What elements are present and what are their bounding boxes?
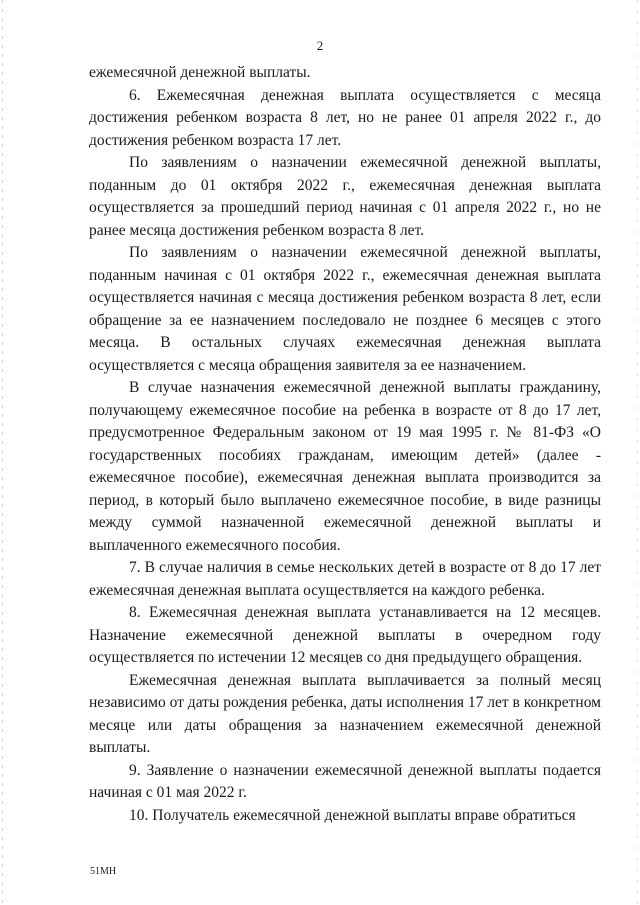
paragraph-before-october: По заявлениям о назначении ежемесячной денежной выплаты, поданным до 01 октября 2022 г., ежемесячная денежная выплата осуществляется за прошедший период начиная с 01 апреля 2022 г., но не ранее месяца достижения ребенком возраста 8 лет. — [89, 154, 601, 239]
paragraph-clause-6: 6. Ежемесячная денежная выплата осуществляется с месяца достижения ребенком возраста 8 лет, но не ранее 01 апреля 2022 г., до достижения ребенком возраста 17 лет. — [89, 86, 601, 149]
paragraph-clause-7: 7. В случае наличия в семье нескольких детей в возрасте от 8 до 17 лет ежемесячная денежная выплата осуществляется на каждого ребенка. — [89, 559, 601, 599]
paragraph-full-month: Ежемесячная денежная выплата выплачивается за полный месяц независимо от даты рождения ребенка, даты исполнения 17 лет в конкретном месяце или даты обращения за назначением ежемесячной денежной выплаты. — [89, 671, 601, 756]
paragraph-allowance-difference: В случае назначения ежемесячной денежной выплаты гражданину, получающему ежемесячное пособие на ребенка в возрасте от 8 до 17 лет, предусмотренное Федеральным законом от 19 мая 1995 г. № 81-ФЗ «О государственных пособиях гражданам, имеющим детей» (далее - ежемесячное пособие), ежемесячная денежная выплата производится за период, в который было выплачено ежемесячное пособие, в виде разницы между суммой назначенной ежемесячной денежной выплаты и выплаченного ежемесячного пособия. — [89, 379, 601, 554]
scan-edge-left — [2, 0, 3, 905]
paragraph-clause-9: 9. Заявление о назначении ежемесячной денежной выплаты подается начиная с 01 мая 2022 г. — [89, 761, 601, 801]
document-body — [89, 62, 601, 827]
paragraph-clause-10: 10. Получатель ежемесячной денежной выплаты вправе обратиться — [129, 806, 576, 824]
paragraph-continuation: ежемесячной денежной выплаты. — [89, 64, 311, 81]
paragraph-clause-8: 8. Ежемесячная денежная выплата устанавливается на 12 месяцев. Назначение ежемесячной денежной выплаты в очередном году осуществляется по истечении 12 месяцев со дня предыдущего обращения. — [89, 604, 601, 666]
paragraph-after-october: По заявлениям о назначении ежемесячной денежной выплаты, поданным начиная с 01 октября 2022 г., ежемесячная денежная выплата осуществляется начиная с месяца достижения ребенком возраста 8 лет, если обращение за ее назначением последовало не позднее 6 месяцев с этого месяца. В остальных случаях ежемесячная денежная выплата осуществляется с месяца обращения заявителя за ее назначением. — [89, 244, 601, 374]
page-number: 2 — [316, 38, 324, 53]
footer-code: 51МН — [90, 866, 117, 877]
scan-edge-right — [637, 0, 638, 905]
